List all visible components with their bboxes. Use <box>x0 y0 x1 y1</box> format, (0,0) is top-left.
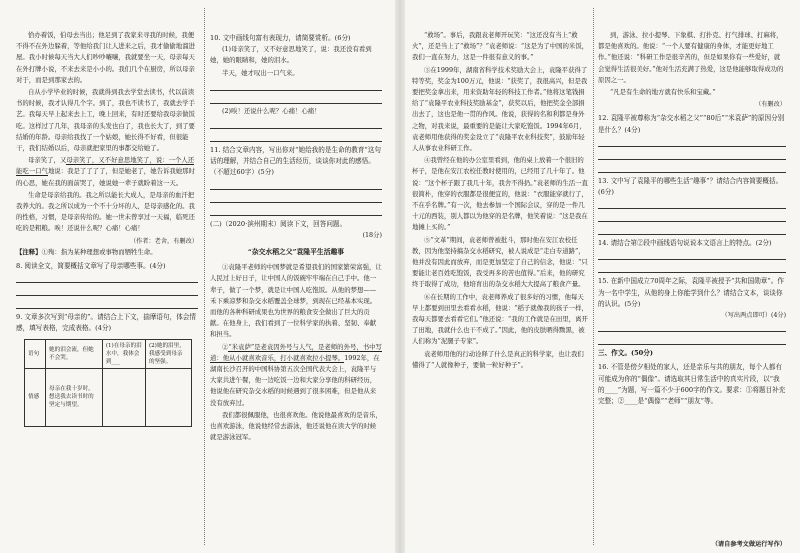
question-10: 10. 文中画线句富有表现力，请简要赏析。(6分) <box>210 34 351 42</box>
answer-line[interactable] <box>16 272 198 283</box>
paragraph: “凡是有生命的地方就有快乐和宝藏。” <box>610 88 716 97</box>
paragraph: 生命是母亲给我的。我之所以能长大成人，是母亲的血汗把我养大的。我之所以成为一个不十分坏的人，是母亲感化的。我的性格，习惯，是母亲传给的。她一世未曾享过一天福，临死还吃的是粗粮。唉！还说什么呢？心痛！心痛！ <box>16 190 195 233</box>
paragraph: “救场”。事后，我跟袁老师开玩笑：“这还没有当上“救火”，还是当上了“救场”？”袁老师说：“这是为了中国的米饭，我们一直在努力，这是一件很有意义的事。” <box>412 31 589 62</box>
question-15-requirement: （写出两点即可）(4分) <box>721 312 786 320</box>
paragraph: 袁老师用他的行动诠释了什么是真正的科学家，也让我们懂得了“人就像种子，要做一粒好种子”。 <box>412 349 584 369</box>
column-3 <box>412 30 590 545</box>
paragraph <box>210 342 382 409</box>
question-14: 14. 请结合第②段中画线语句说说本文语言上的特点。(2分) <box>598 239 772 248</box>
page-gutter <box>395 0 405 553</box>
answer-line[interactable] <box>210 179 382 190</box>
answer-line[interactable] <box>210 93 382 104</box>
paragraph: 到，游泳、拉小提琴、下象棋、打扑克、打气排球、打麻将，都是他喜欢的。他说：“一个人要有健康的身体，才能更好地工作。”他还说：“科研工作是很辛苦的，但是如果你有一些爱好，就会觉得生活很美好。”他对生活充满了热爱，这是他能够取得成功的原因之一。 <box>598 31 784 84</box>
question-13: 13. 文中写了袁隆平的哪些生活“趣事”？请结合内容简要概括。(6分) <box>598 176 783 197</box>
source-note: （有删改） <box>755 101 786 109</box>
table-row <box>25 339 192 368</box>
question-10-part-1: (1)母亲笑了，又不好意思地笑了，说：我还没有看到她，她的眼睛和，她的泪水。 <box>210 45 372 65</box>
paragraph <box>16 155 198 189</box>
table-head: 语句 <box>25 339 46 368</box>
table-cell[interactable]: (1)在母亲的泪水中，我体会到___ <box>102 339 145 368</box>
answer-line[interactable] <box>598 249 786 260</box>
text: 地说：我是了了了了，但是她老了，她告诉我她那时的心思，她在我的面前哭了，她说她一辈子就盼着这一天。 <box>16 167 195 187</box>
table-cell: 母亲在我十岁时，想送我去读书时的坚定与期望。 <box>46 368 103 426</box>
question-15: 15. 在新中国成立70周年之际，袁隆平被授予“共和国勋章”。作为一名中学生，从他的身上你能学到什么？请结合文本，谈谈你的认识。(5分) <box>598 277 784 308</box>
answer-line[interactable] <box>598 334 786 345</box>
question-9: 9. 文章多次写到“母亲的”。请结合上下文，揣摩语句，体会情感，填写表格，完成表格。(4分) <box>16 313 196 333</box>
table-head: 情感 <box>25 368 46 426</box>
section-3-heading: 三、作文。(50分) <box>598 349 653 358</box>
table-cell[interactable] <box>102 368 145 426</box>
source-note: （作者：老舍，有删改） <box>129 237 198 245</box>
paragraph: 我们都很佩服他，也很喜欢他。他说他最喜欢的是音乐，也喜欢游泳，他说他经常去游泳，他还说他在读大学的时候就是游泳冠军。 <box>210 410 382 442</box>
column-divider <box>204 8 205 545</box>
article-title: “杂交水稻之父”袁隆平生活趣事 <box>247 248 345 257</box>
annotation-text: ①殉：指为某种理想或事物而牺牲生命。 <box>41 247 157 256</box>
paragraph: 自从小学毕业的时候，我就得到我去学堂去读书，代以前读书的时候，我才认得几个字。到了，我也不读书了，我就去学手艺。我每天早上起来去上工，晚上回来，有时还要给我母亲做饭吃。这样过了几年，我母亲的头发也白了，我也长大了，到了要结婚的年龄。母亲给我找了一个姑娘，她长得不好看，但很能干，我们结婚以后，母亲就把家里的事都交给她了。 <box>16 88 195 153</box>
underlined-sentence: “米袁萨”是老袁因外号与人气，是老师的外号，书中写道：他从小就喜欢音乐，打小就喜欢拉小提琴。 <box>210 342 382 362</box>
section-score: (18分) <box>362 230 382 239</box>
table-cell[interactable] <box>145 368 191 426</box>
question-10-part-1-cont: 半天，她才叹出一口气来。 <box>222 68 299 77</box>
question-12: 12. 袁隆平被尊称为“杂交水稻之父”“80后”“米袁萨”的原因分别是什么？(4分) <box>598 114 785 134</box>
column-1 <box>16 30 198 545</box>
question-8: 8. 阅读全文，简要概括文章写了母亲哪些事。(4分) <box>16 262 166 271</box>
question-11: 11. 结合文章内容，写出你对“她给我的是生命的教育”这句话的理解，并结合自己的生活经历，谈谈你对此的感悟。（不超过60字）(5分) <box>210 146 381 177</box>
page-footer-note: （请自参考文做运行写作） <box>711 541 786 548</box>
answer-line[interactable] <box>210 118 382 129</box>
column-divider <box>593 8 594 545</box>
answer-line[interactable] <box>210 192 382 203</box>
paragraph: ⑥在长期的工作中，袁老师养成了很多好的习惯，他每天早上都要到田里去看看水稻，他说：“稻子就像我的孩子一样，我每天都要去看看它们。”他还说：“我的工作就是在田里，离开了田地，我就什么也干不成了。”因此，他的皮肤晒得黝黑，被人们称为“泥腿子专家”。 <box>412 292 588 346</box>
answer-line[interactable] <box>210 131 382 142</box>
table-cell: 她的泪会流，但她不会哭。 <box>46 339 103 368</box>
annotation <box>16 247 198 258</box>
answer-line[interactable] <box>598 198 786 209</box>
answer-table <box>24 339 192 427</box>
paragraph: ①袁隆平老师的中国梦就是希望我们的国家繁荣富强，让人民过上好日子，让中国人的饭碗牢牢端在自己手中。他一辈子，做了一个梦，就是让中国人吃饱饭。从他的梦想——禾下乘凉梦和杂交水稻覆盖全球梦，到现在已经基本实现。而他的各种科研成果也为世界的粮食安全做出了巨大的贡献。在他身上，我们看到了一位科学家的执着、坚韧、奉献和担当。 <box>210 263 382 339</box>
table-row <box>25 368 192 426</box>
annotation-label: 【注释】 <box>16 247 42 256</box>
paragraph: ③在1999年，湖南省科学技术奖励大会上，袁隆平获得了特等奖，奖金为100万元，他说：“获奖了，我很高兴，但是我要把奖金拿出来，用来资助年轻的科技工作者。”他将这笔钱捐给了“袁隆平农业科技奖励基金”，获奖以后，他把奖金全部捐出去了，这也是他一贯的作风。他说，获得的名和利都是身外之物，对我来说，最重要的是能让大家吃饱饭。1994年6月，袁老师用他获得的奖金设立了“袁隆平农业科技奖”，鼓励年轻人从事农业科研工作。 <box>412 65 588 153</box>
answer-line[interactable] <box>598 224 786 235</box>
paragraph: ④我曾经在他的办公室里看到，他的桌上放着一个很旧的杯子，是他在安江农校任教时使用的，已经用了几十年了。他说：“这个杯子跟了我几十年，我舍不得扔。”袁老师的生活一直很简朴，他穿的衣服都是很便宜的，他说：“衣服能穿就行了，不在乎名牌。”有一次，他去参加一个国际会议，穿的是一件几十元的西装，别人都以为他穿的是名牌，他笑着说：“这是我在地摊上买的。” <box>412 156 588 232</box>
answer-line[interactable] <box>598 136 786 147</box>
answer-line[interactable] <box>16 285 198 296</box>
question-16: 16. 不管是傍夕相处的家人，还是亲乐与共的朋友，每个人都有可能成为你的“偶像”。请选取其日常生活中的真实片段，以“我的____”为题，写一篇不少于600字的作文。要求：①将题目补充完整；②____是“偶像”“老师”“朋友”等。 <box>598 363 786 406</box>
answer-line[interactable] <box>598 162 786 173</box>
text: 1992年，在湖南长沙召开的中国科协第五次全国代表大会上，袁隆平与大家共进午餐，他一边吃饭一边和大家分享他的科研经历，他说他在研究杂交水稻的时候遇到了很多困难，但是他从来没有放弃过。 <box>210 353 380 407</box>
answer-line[interactable] <box>598 262 786 273</box>
column-2 <box>210 30 382 545</box>
answer-line[interactable] <box>210 205 382 216</box>
text: 母亲笑了，又 <box>28 156 67 165</box>
table-cell: (2)她的泪里，我感受到母亲的坚强。 <box>145 339 191 368</box>
text: ② <box>222 342 229 351</box>
question-10-part-2: (2)唉！还说什么呢？心痛！心痛！ <box>222 106 321 115</box>
underlined-sentence: 母亲笑了，又不好意思地笑了，说：一个人还能吃一口气 <box>16 156 195 176</box>
answer-line[interactable] <box>598 149 786 160</box>
answer-line[interactable] <box>598 321 786 332</box>
paragraph: ⑤“文革”期间，袁老师曾被批斗，那时他在安江农校任教，因为他坚持搞杂交水稻研究，被人说成是“走白专道路”，他并没有因此而放弃，而是更加坚定了自己的信念，他说：“只要能让老百姓吃饱饭，我受再多的苦也值得。”后来，他的研究终于取得了成功，他培育出的杂交水稻大大提高了粮食产量。 <box>412 235 588 289</box>
column-4 <box>598 30 786 545</box>
paragraph: 恰办着饭，伯母去当出；他足到了我家来寻我的时候，我便不得不在外边躲着，等他给我门让人进来之后，我才偷偷地溜进屋。我小时候每天当大人们吵吵嚷嚷，我就要坐一天，母亲每天在外打牌小说，不来去来是小小的。我们几个在厨房，所以母亲对于，而是到那家去的。 <box>16 31 195 84</box>
answer-line[interactable] <box>598 211 786 222</box>
answer-line[interactable] <box>16 298 198 309</box>
answer-line[interactable] <box>210 80 382 91</box>
section-2-heading: (二)（2020·滨州期末）阅读下文，回答问题。 <box>210 219 347 228</box>
